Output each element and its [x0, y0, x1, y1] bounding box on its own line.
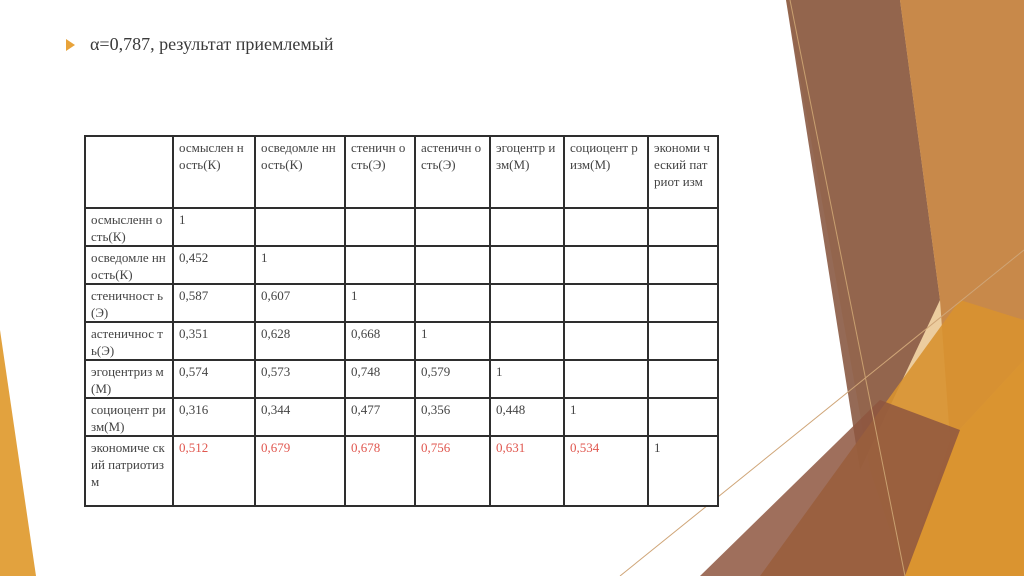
table-cell: 0,344 — [255, 398, 345, 436]
table-cell — [648, 208, 718, 246]
table-cell: 0,534 — [564, 436, 648, 506]
table-cell: 0,628 — [255, 322, 345, 360]
table-cell: 1 — [255, 246, 345, 284]
header-corner-cell — [85, 136, 173, 208]
table-cell: 1 — [415, 322, 490, 360]
table-cell: 0,579 — [415, 360, 490, 398]
row-header: стеничност ь(Э) — [85, 284, 173, 322]
table-cell: 0,678 — [345, 436, 415, 506]
table-cell: 0,351 — [173, 322, 255, 360]
table-cell — [564, 360, 648, 398]
row-header: осмысленн ость(К) — [85, 208, 173, 246]
table-cell — [490, 246, 564, 284]
table-row — [85, 322, 718, 360]
table-row — [85, 284, 718, 322]
left-orange-sliver — [0, 330, 36, 576]
row-header: экономиче ский патриотиз м — [85, 436, 173, 506]
table-cell: 0,573 — [255, 360, 345, 398]
column-header: осведомле нность(К) — [255, 136, 345, 208]
table-row — [85, 398, 718, 436]
table-cell: 0,452 — [173, 246, 255, 284]
table-cell: 0,477 — [345, 398, 415, 436]
table-cell: 0,756 — [415, 436, 490, 506]
table-cell: 0,668 — [345, 322, 415, 360]
column-header: социоцент ризм(М) — [564, 136, 648, 208]
table-cell — [648, 398, 718, 436]
column-header: эгоцентр изм(М) — [490, 136, 564, 208]
table-cell: 0,607 — [255, 284, 345, 322]
table-row — [85, 246, 718, 284]
table-cell — [564, 246, 648, 284]
bullet-item — [66, 34, 333, 55]
table-cell: 1 — [648, 436, 718, 506]
table-cell: 0,631 — [490, 436, 564, 506]
table-cell — [648, 246, 718, 284]
row-header: социоцент ризм(М) — [85, 398, 173, 436]
column-header: осмыслен ность(К) — [173, 136, 255, 208]
bullet-text: α=0,787, результат приемлемый — [90, 34, 334, 54]
table-cell — [415, 284, 490, 322]
table-cell — [490, 284, 564, 322]
table-cell — [415, 208, 490, 246]
table-cell — [415, 246, 490, 284]
table-cell — [564, 284, 648, 322]
row-header: осведомле нность(К) — [85, 246, 173, 284]
table-cell: 1 — [564, 398, 648, 436]
table-cell — [564, 208, 648, 246]
table-cell: 0,316 — [173, 398, 255, 436]
correlation-table — [84, 135, 719, 507]
table-cell — [345, 208, 415, 246]
table-cell — [490, 208, 564, 246]
table-cell: 0,574 — [173, 360, 255, 398]
column-header: стеничн ость(Э) — [345, 136, 415, 208]
table-cell: 0,448 — [490, 398, 564, 436]
column-header: астеничн ость(Э) — [415, 136, 490, 208]
table-cell: 1 — [345, 284, 415, 322]
table-cell — [648, 284, 718, 322]
table-row — [85, 208, 718, 246]
table-cell: 1 — [490, 360, 564, 398]
table-cell — [648, 322, 718, 360]
table-cell: 0,679 — [255, 436, 345, 506]
row-header: эгоцентриз м(М) — [85, 360, 173, 398]
table-cell: 0,356 — [415, 398, 490, 436]
table-header-row — [85, 136, 718, 208]
bullet-arrow-icon — [66, 39, 75, 51]
table-row — [85, 436, 718, 506]
row-header: астеничнос ть(Э) — [85, 322, 173, 360]
table-cell — [564, 322, 648, 360]
table-cell — [255, 208, 345, 246]
table-cell — [648, 360, 718, 398]
table-cell: 0,512 — [173, 436, 255, 506]
table-row — [85, 360, 718, 398]
column-header: экономи ческий патриот изм — [648, 136, 718, 208]
table-cell — [490, 322, 564, 360]
table-cell: 0,587 — [173, 284, 255, 322]
table-cell: 1 — [173, 208, 255, 246]
table-cell: 0,748 — [345, 360, 415, 398]
table-cell — [345, 246, 415, 284]
